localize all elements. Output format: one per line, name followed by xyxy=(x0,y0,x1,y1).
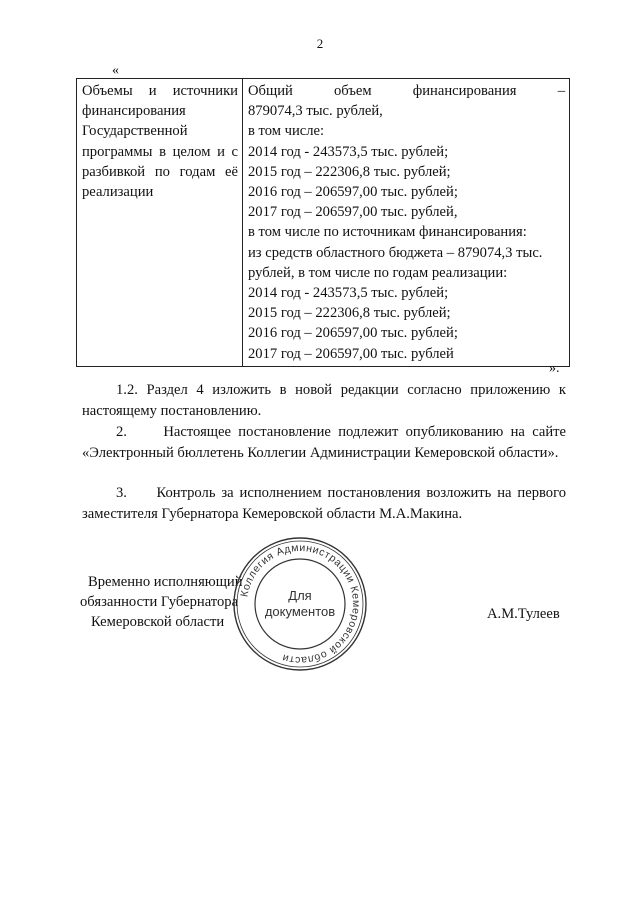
seal-center-line: документов xyxy=(264,604,336,619)
signatory-name: А.М.Тулеев xyxy=(487,606,560,622)
value-line: 2016 год – 206597,00 тыс. рублей; xyxy=(248,184,458,201)
signatory-line: Кемеровской области xyxy=(91,614,225,630)
value-line: 2016 год – 206597,00 тыс. рублей; xyxy=(248,325,458,342)
value-word: объем xyxy=(333,83,372,99)
value-line: 879074,3 тыс. рублей, xyxy=(248,103,383,120)
opening-quote: « xyxy=(112,63,119,78)
value-first-line xyxy=(248,81,565,101)
signatory-line: обязанности Губернатора xyxy=(80,594,239,610)
value-line: 2017 год – 206597,00 тыс. рублей xyxy=(248,345,454,362)
signatory-title xyxy=(80,572,243,632)
closing-quote: ». xyxy=(549,361,560,376)
value-line: 2017 год – 206597,00 тыс. рублей, xyxy=(248,204,458,221)
table-label-cell: Объемы и источники финансирования Государственной программы в целом и с разбивкой по годам её реализации xyxy=(77,79,243,367)
value-line: из средств областного бюджета – 879074,3 тыс. xyxy=(248,244,543,261)
seal-ring-text: Коллегия Администрации Кемеровской области xyxy=(238,541,363,667)
value-word: – xyxy=(557,83,565,99)
seal-center-line: Для xyxy=(288,588,312,603)
value-word: Общий xyxy=(248,83,293,99)
value-line: в том числе: xyxy=(248,123,325,140)
page-number: 2 xyxy=(316,36,324,51)
value-line: 2014 год - 243573,5 тыс. рублей; xyxy=(248,285,449,302)
value-line: 2015 год – 222306,8 тыс. рублей; xyxy=(248,305,451,322)
table-row xyxy=(77,79,570,367)
value-line: в том числе по источникам финансирования: xyxy=(248,224,527,241)
value-line: 2015 год – 222306,8 тыс. рублей; xyxy=(248,163,451,180)
value-line: 2014 год - 243573,5 тыс. рублей; xyxy=(248,143,449,160)
value-word: финансирования xyxy=(412,83,517,99)
paragraph-1-2: 1.2. Раздел 4 изложить в новой редакции согласно приложению к настоящему постановлению. xyxy=(82,382,566,419)
paragraph-3: 3. Контроль за исполнением постановления возложить на первого заместителя Губернатора Кемеровской области М.А.Макина. xyxy=(82,485,566,522)
paragraph-2: 2. Настоящее постановление подлежит опубликованию на сайте «Электронный бюллетень Коллегии Администрации Кемеровской области». xyxy=(82,424,566,461)
financing-table xyxy=(76,78,570,367)
official-seal xyxy=(232,536,368,672)
value-line: рублей, в том числе по годам реализации: xyxy=(248,264,508,281)
signatory-line: Временно исполняющий xyxy=(88,574,243,590)
table-value-cell xyxy=(243,79,570,367)
